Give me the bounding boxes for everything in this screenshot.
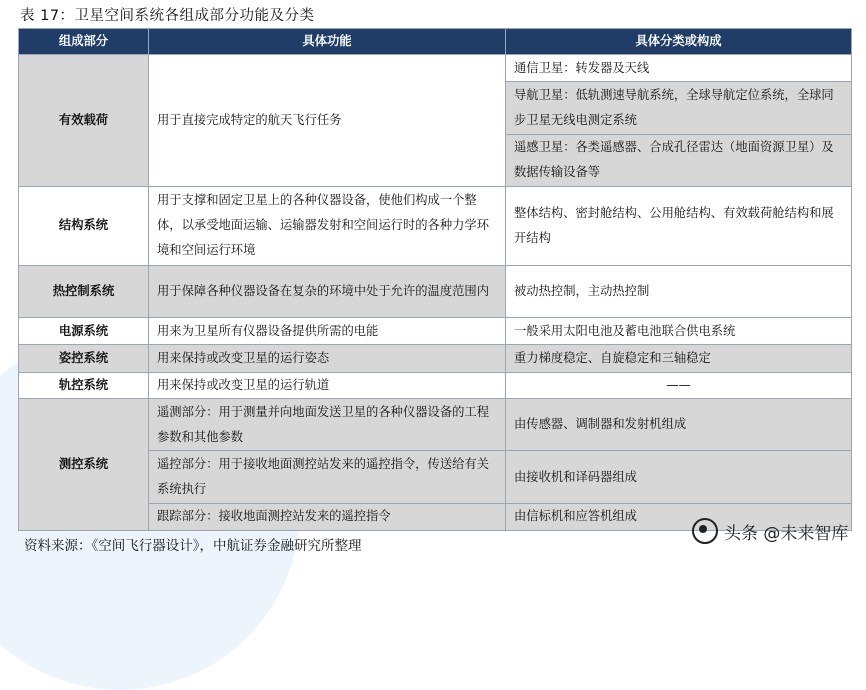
row-item-payload-1: 通信卫星：转发器及天线: [506, 55, 852, 82]
table-row: [19, 372, 852, 398]
header-component: 组成部分: [19, 29, 149, 55]
row-function-thermal: 用于保障各种仪器设备在复杂的环境中处于允许的温度范围内: [149, 265, 506, 317]
row-items-structure: 整体结构、密封舱结构、公用舱结构、有效载荷舱结构和展开结构: [506, 187, 852, 266]
row-items-ttc-telemetry: 由传感器、调制器和发射机组成: [506, 398, 852, 450]
row-items-attitude: 重力梯度稳定、自旋稳定和三轴稳定: [506, 345, 852, 372]
header-classification: 具体分类或构成: [506, 29, 852, 55]
row-name-thermal: 热控制系统: [19, 265, 149, 317]
row-name-ttc: 测控系统: [19, 398, 149, 530]
source-note: 资料来源：《空间飞行器设计》，中航证券金融研究所整理: [24, 538, 362, 554]
row-name-structure: 结构系统: [19, 187, 149, 266]
table-row: [19, 318, 852, 345]
row-items-thermal: 被动热控制，主动热控制: [506, 265, 852, 317]
row-name-payload: 有效载荷: [19, 55, 149, 187]
row-function-payload: 用于直接完成特定的航天飞行任务: [149, 55, 506, 187]
header-function: 具体功能: [149, 29, 506, 55]
row-name-orbit: 轨控系统: [19, 372, 149, 398]
row-function-ttc-tracking: 跟踪部分：接收地面测控站发来的遥控指令: [149, 503, 506, 530]
table-row: [19, 265, 852, 317]
watermark-text: 头条 @未来智库: [724, 523, 849, 544]
row-name-attitude: 姿控系统: [19, 345, 149, 372]
table-row: [19, 345, 852, 372]
row-item-payload-3: 遥感卫星：各类遥感器、合成孔径雷达（地面资源卫星）及数据传输设备等: [506, 134, 852, 186]
row-function-attitude: 用来保持或改变卫星的运行姿态: [149, 345, 506, 372]
row-item-payload-2: 导航卫星：低轨测速导航系统，全球导航定位系统，全球同步卫星无线电测定系统: [506, 82, 852, 134]
row-function-ttc-telemetry: 遥测部分：用于测量并向地面发送卫星的各种仪器设备的工程参数和其他参数: [149, 398, 506, 450]
row-function-ttc-telecommand: 遥控部分：用于接收地面测控站发来的遥控指令，传送给有关系统执行: [149, 451, 506, 503]
row-items-ttc-tracking: 由信标机和应答机组成: [506, 503, 852, 530]
row-items-ttc-telecommand: 由接收机和译码器组成: [506, 451, 852, 503]
table-caption: 表 17：卫星空间系统各组成部分功能及分类: [20, 8, 315, 24]
row-function-structure: 用于支撑和固定卫星上的各种仪器设备，使他们构成一个整体，以承受地面运输、运输器发射和空间运行时的各种力学环境和空间运行环境: [149, 187, 506, 266]
table-row: [19, 55, 852, 82]
row-name-power: 电源系统: [19, 318, 149, 345]
watermark: [692, 518, 848, 544]
satellite-systems-table: [18, 28, 852, 531]
row-items-orbit: ——: [506, 372, 852, 398]
watermark-logo-icon: [692, 518, 718, 544]
table-header-row: [19, 29, 852, 55]
row-function-orbit: 用来保持或改变卫星的运行轨道: [149, 372, 506, 398]
table-row: [19, 398, 852, 450]
row-function-power: 用来为卫星所有仪器设备提供所需的电能: [149, 318, 506, 345]
table-row: [19, 187, 852, 266]
row-items-power: 一般采用太阳电池及蓄电池联合供电系统: [506, 318, 852, 345]
